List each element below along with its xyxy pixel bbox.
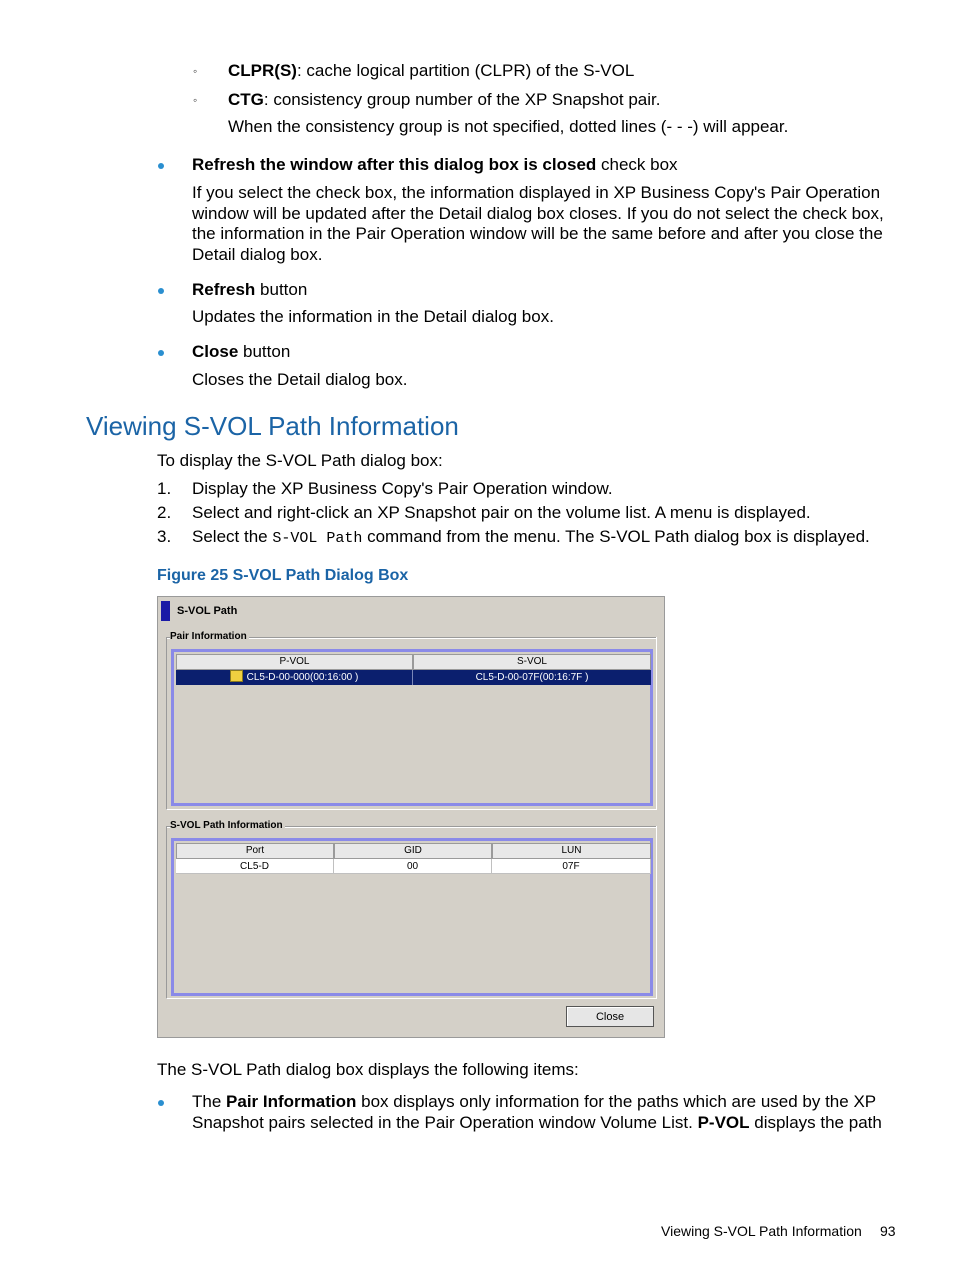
ctg-term: CTG [228, 90, 264, 109]
refresh-checkbox-desc-line: If you select the check box, the information displayed in XP Business Copy's Pair Operation [192, 183, 881, 202]
pair-info-desc-line2-post: displays the path [749, 1113, 882, 1132]
step-text-pre: Select the [192, 527, 273, 546]
pair-table-body [176, 654, 648, 801]
pair-row-svol-cell[interactable]: CL5-D-00-07F(00:16:7F ) [413, 670, 651, 685]
gid-column-header[interactable]: GID [334, 843, 492, 859]
svol-path-dialog [157, 596, 665, 1038]
pair-pvol-value: CL5-D-00-000(00:16:00 ) [246, 672, 359, 683]
refresh-button-item [192, 280, 307, 301]
pair-info-term: Pair Information [226, 1092, 357, 1111]
command-code: S-VOL Path [272, 530, 363, 547]
section-heading: Viewing S-VOL Path Information [86, 411, 459, 441]
after-text: The S-VOL Path dialog box displays the following items: [157, 1060, 579, 1079]
bullet-dot [158, 1100, 164, 1106]
pvol-column-header[interactable]: P-VOL [176, 654, 413, 670]
sub-bullet-marker: ◦ [193, 93, 198, 107]
refresh-checkbox-desc-line: the information in the Pair Operation window will be the same before and after you close the [192, 224, 883, 243]
close-button-suffix: button [238, 342, 291, 361]
figure-caption: Figure 25 S-VOL Path Dialog Box [157, 567, 409, 584]
dialog-title: S-VOL Path [177, 605, 238, 617]
step-number: 2. [157, 503, 172, 522]
ctg-note: When the consistency group is not specified, dotted lines (- - -) will appear. [228, 117, 789, 136]
refresh-button-suffix: button [255, 280, 308, 299]
path-table-body [176, 843, 648, 991]
refresh-checkbox-suffix: check box [596, 155, 678, 174]
clpr-desc: : cache logical partition (CLPR) of the S-VOL [296, 61, 635, 80]
ctg-desc: : consistency group number of the XP Snapshot pair. [263, 90, 661, 109]
sub-bullet-marker: ◦ [193, 64, 198, 78]
step-number: 1. [157, 479, 172, 498]
pair-info-desc-line2-pre: Snapshot pairs selected in the Pair Operation window Volume List. [192, 1113, 698, 1132]
ctg-item [228, 90, 661, 111]
step-text-post: command from the menu. The S-VOL Path dialog box is displayed. [362, 527, 870, 546]
path-table[interactable] [171, 838, 653, 996]
pair-info-desc-line1 [192, 1092, 876, 1113]
dialog-title-bar [161, 601, 170, 621]
bullet-dot [158, 288, 164, 294]
pair-folder-icon [230, 670, 243, 682]
refresh-button-desc: Updates the information in the Detail dialog box. [192, 307, 554, 326]
clpr-item [228, 61, 634, 82]
refresh-checkbox-item [192, 155, 678, 176]
pair-info-desc-pre: The [192, 1092, 227, 1111]
path-port-cell[interactable]: CL5-D [176, 859, 334, 874]
port-column-header[interactable]: Port [176, 843, 334, 859]
step-text [192, 527, 870, 550]
refresh-checkbox-term: Refresh the window after this dialog box is closed [192, 155, 597, 174]
refresh-button-term: Refresh [192, 280, 256, 299]
pair-table[interactable] [171, 649, 653, 806]
pair-info-desc-line2 [192, 1113, 882, 1134]
pair-group-label: Pair Information [170, 631, 247, 642]
close-button-term: Close [192, 342, 239, 361]
path-group-label: S-VOL Path Information [170, 820, 283, 831]
close-button[interactable]: Close [566, 1006, 654, 1027]
step-number: 3. [157, 527, 172, 546]
refresh-checkbox-desc-line: Detail dialog box. [192, 244, 323, 264]
pvol-term: P-VOL [697, 1113, 750, 1132]
path-lun-cell[interactable]: 07F [492, 859, 651, 874]
step-text: Select and right-click an XP Snapshot pair on the volume list. A menu is displayed. [192, 503, 811, 522]
close-button-desc: Closes the Detail dialog box. [192, 370, 408, 389]
footer-title: Viewing S-VOL Path Information [661, 1223, 862, 1239]
lun-column-header[interactable]: LUN [492, 843, 651, 859]
close-button-item [192, 342, 290, 363]
pair-row-pvol-cell[interactable] [176, 670, 413, 685]
bullet-dot [158, 350, 164, 356]
clpr-term: CLPR(S) [228, 61, 297, 80]
pair-info-desc-mid: box displays only information for the paths which are used by the XP [356, 1092, 877, 1111]
step-text: Display the XP Business Copy's Pair Operation window. [192, 479, 613, 498]
svol-column-header[interactable]: S-VOL [413, 654, 651, 670]
refresh-checkbox-desc-line: window will be updated after the Detail dialog box closes. If you do not select the check box, [192, 203, 884, 223]
path-gid-cell[interactable]: 00 [334, 859, 492, 874]
page-number: 93 [880, 1223, 896, 1239]
intro-text: To display the S-VOL Path dialog box: [157, 451, 443, 470]
bullet-dot [158, 163, 164, 169]
